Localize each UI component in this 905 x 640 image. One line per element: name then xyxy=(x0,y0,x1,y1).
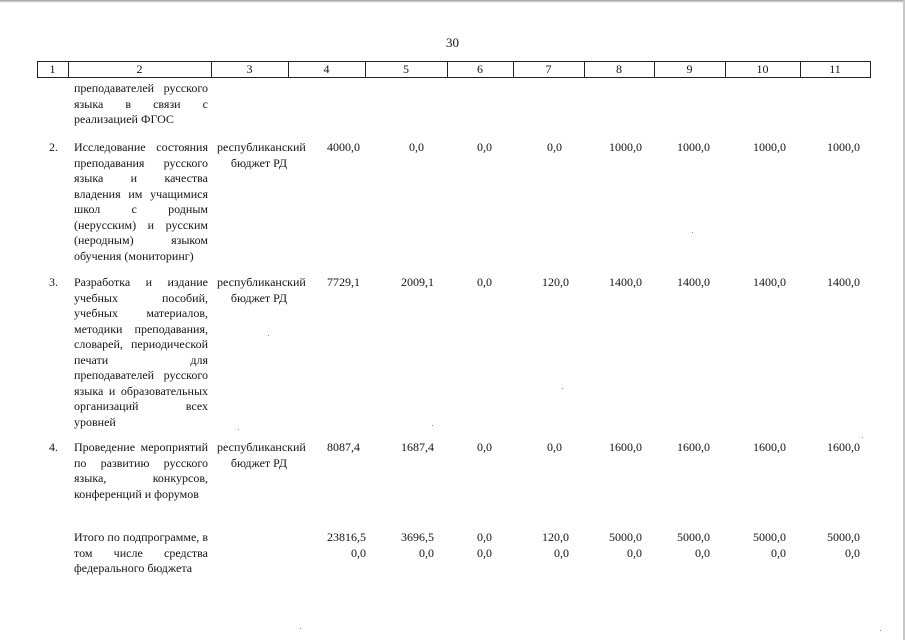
scan-speck xyxy=(880,630,881,631)
funding-source: республиканский бюджет РД xyxy=(217,440,306,470)
value-col-5: 0,0 xyxy=(409,140,424,154)
page-number: 30 xyxy=(446,35,459,50)
funding-source: республиканский бюджет РД xyxy=(217,275,306,305)
row-description: Проведение мероприятий по развитию русского языка, конкурсов, конференций и форумов xyxy=(74,440,208,501)
total-col-8: 5000,0 0,0 xyxy=(609,530,642,560)
value-col-6: 0,0 xyxy=(477,275,492,289)
value-col-6: 0,0 xyxy=(477,140,492,154)
total-col-7: 120,0 0,0 xyxy=(542,530,569,560)
row-number: 4. xyxy=(49,440,58,454)
value-col-5: 2009,1 xyxy=(401,275,434,289)
value-col-11: 1000,0 xyxy=(827,140,860,154)
row-number: 3. xyxy=(49,275,58,289)
header-cell: 10 xyxy=(756,62,769,76)
value-col-10: 1000,0 xyxy=(753,140,786,154)
table-header-row xyxy=(37,61,871,78)
scan-edge xyxy=(0,0,905,3)
scan-speck xyxy=(692,232,693,233)
total-col-4: 23816,5 0,0 xyxy=(327,530,366,560)
header-cell: 6 xyxy=(477,62,483,76)
funding-source: республиканский бюджет РД xyxy=(217,140,306,170)
total-col-10: 5000,0 0,0 xyxy=(753,530,786,560)
header-cell: 3 xyxy=(246,62,253,76)
value-col-8: 1400,0 xyxy=(609,275,642,289)
value-col-11: 1600,0 xyxy=(827,440,860,454)
row-description: Разработка и издание учебных пособий, учебных материалов, методики преподавания, словарей, периодической печати для преподавателей русского языка и образовательных организаций всех уровней xyxy=(74,275,208,429)
value-col-4: 7729,1 xyxy=(327,275,360,289)
value-col-10: 1600,0 xyxy=(753,440,786,454)
scan-speck xyxy=(268,335,269,336)
header-cell: 9 xyxy=(686,62,693,76)
header-cell: 5 xyxy=(403,62,409,76)
value-col-11: 1400,0 xyxy=(827,275,860,289)
value-col-8: 1000,0 xyxy=(609,140,642,154)
value-col-7: 0,0 xyxy=(547,140,562,154)
total-col-9: 5000,0 0,0 xyxy=(677,530,710,560)
header-cell: 2 xyxy=(136,62,143,76)
scan-speck xyxy=(562,388,563,389)
value-col-7: 120,0 xyxy=(542,275,569,289)
header-cell: 8 xyxy=(616,62,622,76)
scan-speck xyxy=(238,429,239,430)
value-col-9: 1000,0 xyxy=(677,140,710,154)
total-col-5: 3696,5 0,0 xyxy=(401,530,434,560)
scan-speck xyxy=(862,437,863,438)
value-col-7: 0,0 xyxy=(547,440,562,454)
value-col-10: 1400,0 xyxy=(753,275,786,289)
value-col-6: 0,0 xyxy=(477,440,492,454)
scan-speck xyxy=(432,425,433,426)
header-cell: 4 xyxy=(323,62,330,76)
continuation-text: преподавателей русского языка в связи с реализацией ФГОС xyxy=(74,81,208,126)
value-col-5: 1687,4 xyxy=(401,440,434,454)
total-col-6: 0,0 0,0 xyxy=(477,530,492,560)
header-cell: 7 xyxy=(545,62,552,76)
scan-speck xyxy=(300,628,301,629)
column-divider xyxy=(870,61,871,78)
total-description: Итого по подпрограмме, в том числе средства федерального бюджета xyxy=(74,530,208,575)
header-cell: 11 xyxy=(829,62,841,76)
value-col-4: 4000,0 xyxy=(327,140,360,154)
value-col-4: 8087,4 xyxy=(327,440,360,454)
value-col-9: 1400,0 xyxy=(677,275,710,289)
value-col-8: 1600,0 xyxy=(609,440,642,454)
header-cell: 1 xyxy=(49,62,56,76)
value-col-9: 1600,0 xyxy=(677,440,710,454)
row-number: 2. xyxy=(49,140,58,154)
total-col-11: 5000,0 0,0 xyxy=(827,530,860,560)
row-description: Исследование состояния преподавания русского языка и качества владения им учащимися школ с родным (нерусским) и русским (неродным) языком обучения (мониторинг) xyxy=(74,140,208,263)
